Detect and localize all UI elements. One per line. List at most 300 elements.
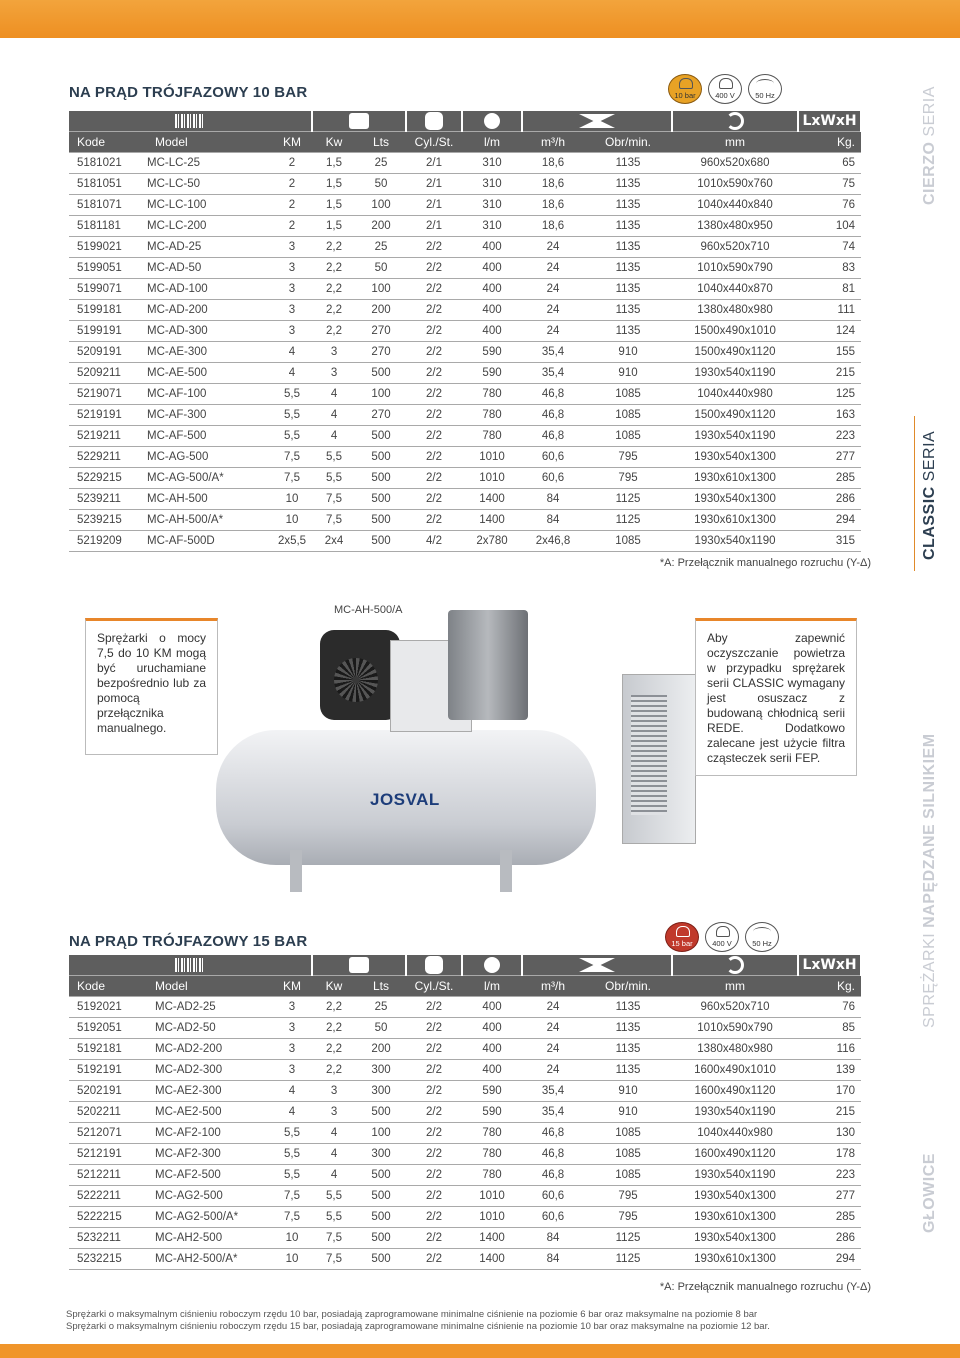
cell-lm: 310	[462, 216, 522, 237]
cell-model: MC-AD-100	[137, 279, 272, 300]
cell-cyl: 4/2	[406, 531, 462, 552]
cell-dimensions: 1010x590x760	[672, 174, 798, 195]
cell-rpm: 1135	[584, 1018, 672, 1039]
dimensions-icon: LxWxH	[802, 957, 857, 973]
cell-kw: 1,5	[312, 174, 356, 195]
cell-weight: 125	[798, 384, 861, 405]
cell-cyl: 2/2	[406, 300, 462, 321]
cell-m3h: 24	[522, 279, 584, 300]
cell-model: MC-AF-500D	[137, 531, 272, 552]
cell-kw: 5,5	[312, 1186, 356, 1207]
sidebar-item-heads[interactable]: GŁOWICE	[921, 1153, 938, 1233]
cell-rpm: 1135	[584, 300, 672, 321]
cell-km: 7,5	[272, 1186, 312, 1207]
cell-m3h: 60,6	[522, 1186, 584, 1207]
col-header-code: Kode	[69, 132, 137, 153]
section-title-10-bar: NA PRĄD TRÓJFAZOWY 10 BAR	[69, 84, 308, 101]
cell-weight: 85	[798, 1018, 861, 1039]
cell-cyl: 2/2	[406, 237, 462, 258]
cell-m3h: 60,6	[522, 1207, 584, 1228]
cell-m3h: 24	[522, 997, 584, 1018]
cell-weight: 170	[798, 1081, 861, 1102]
cell-weight: 74	[798, 237, 861, 258]
fan-icon	[334, 658, 378, 702]
cell-rpm: 1135	[584, 195, 672, 216]
cell-m3h: 24	[522, 321, 584, 342]
table-row	[69, 997, 861, 1018]
cell-lm: 400	[462, 258, 522, 279]
cell-code: 5199191	[69, 321, 137, 342]
cell-m3h: 35,4	[522, 342, 584, 363]
pressure-note-15-bar: Sprężarki o maksymalnym ciśnieniu roboczym rzędu 15 bar, posiadają zaprogramowane minimalne ciśnienie na poziomie 10 bar oraz maksymalne na poziomie 12 bar.	[66, 1321, 770, 1332]
cell-km: 4	[272, 363, 312, 384]
weight-icon	[862, 112, 878, 130]
rpm-cell	[672, 111, 798, 132]
cell-lm: 310	[462, 174, 522, 195]
cell-m3h: 46,8	[522, 1123, 584, 1144]
frequency-badge: 50 Hz	[745, 922, 779, 952]
cell-dimensions: 1010x590x790	[672, 1018, 798, 1039]
cell-weight: 285	[798, 468, 861, 489]
cell-cyl: 2/2	[406, 468, 462, 489]
cell-kw: 5,5	[312, 1207, 356, 1228]
col-header-mm: mm	[672, 976, 798, 997]
cell-lts: 200	[356, 216, 406, 237]
cell-km: 2x5,5	[272, 531, 312, 552]
cell-m3h: 24	[522, 258, 584, 279]
cell-lts: 500	[356, 468, 406, 489]
cell-lts: 100	[356, 1123, 406, 1144]
cell-dimensions: 1600x490x1120	[672, 1144, 798, 1165]
cell-weight: 277	[798, 1186, 861, 1207]
cell-cyl: 2/2	[406, 510, 462, 531]
icon-row	[69, 955, 861, 976]
cell-lm: 1400	[462, 1228, 522, 1249]
cell-weight: 76	[798, 195, 861, 216]
cylinder-icon	[484, 113, 500, 129]
code-model-cell	[69, 955, 312, 976]
cell-dimensions: 1600x490x1010	[672, 1060, 798, 1081]
cell-dimensions: 1930x540x1190	[672, 1102, 798, 1123]
cell-m3h: 46,8	[522, 1144, 584, 1165]
cell-rpm: 1085	[584, 426, 672, 447]
cell-lts: 500	[356, 531, 406, 552]
cell-code: 5239211	[69, 489, 137, 510]
cell-km: 4	[272, 342, 312, 363]
cell-kw: 4	[312, 384, 356, 405]
cell-lts: 270	[356, 405, 406, 426]
table-row	[69, 531, 861, 552]
cell-lm: 780	[462, 1165, 522, 1186]
cell-kw: 3	[312, 1081, 356, 1102]
cell-code: 5219071	[69, 384, 137, 405]
cell-kw: 7,5	[312, 1228, 356, 1249]
table-row	[69, 468, 861, 489]
cell-lm: 400	[462, 300, 522, 321]
rotation-icon	[726, 112, 744, 130]
power-cell	[312, 111, 406, 132]
pressure-badge: 15 bar	[665, 922, 699, 952]
table-row	[69, 300, 861, 321]
cell-cyl: 2/2	[406, 1102, 462, 1123]
cell-lts: 270	[356, 342, 406, 363]
cell-weight: 130	[798, 1123, 861, 1144]
cell-dimensions: 1930x540x1190	[672, 363, 798, 384]
pressure-note-10-bar: Sprężarki o maksymalnym ciśnieniu roboczym rzędu 10 bar, posiadają zaprogramowane minimalne ciśnienie na poziomie 6 bar oraz maksymalne na poziomie 8 bar	[66, 1309, 758, 1320]
cell-km: 5,5	[272, 1123, 312, 1144]
cell-kw: 2,2	[312, 1018, 356, 1039]
cell-lm: 1400	[462, 1249, 522, 1270]
sidebar-item-cierzo[interactable]: CIERZO SERIA	[921, 86, 938, 205]
cell-code: 5199021	[69, 237, 137, 258]
header-row	[69, 132, 861, 153]
info-note-right: Aby zapewnić oczyszczanie powietrza w przypadku sprężarek serii CLASSIC wymagany jest osuszacz z budowaną chłodnicą serii REDE. Dodatkowo zalecane jest użycie filtra cząsteczek serii FEP.	[695, 618, 857, 776]
cell-km: 5,5	[272, 405, 312, 426]
cell-rpm: 1135	[584, 1060, 672, 1081]
series-sidebar	[895, 0, 960, 1358]
plug-icon	[719, 78, 733, 89]
cell-kw: 7,5	[312, 1249, 356, 1270]
dryer-vent	[631, 695, 667, 815]
flow-cell	[522, 111, 672, 132]
cell-km: 5,5	[272, 1144, 312, 1165]
cell-m3h: 24	[522, 1018, 584, 1039]
cell-m3h: 46,8	[522, 426, 584, 447]
table-row	[69, 216, 861, 237]
cell-lts: 500	[356, 1165, 406, 1186]
cell-lts: 25	[356, 153, 406, 174]
plug-icon	[716, 926, 730, 937]
cell-weight: 75	[798, 174, 861, 195]
cell-cyl: 2/2	[406, 1207, 462, 1228]
cell-code: 5199181	[69, 300, 137, 321]
cell-dimensions: 1600x490x1120	[672, 1081, 798, 1102]
active-marker	[914, 416, 915, 571]
table-row	[69, 426, 861, 447]
table-row	[69, 1207, 861, 1228]
cell-km: 3	[272, 279, 312, 300]
cell-cyl: 2/2	[406, 1123, 462, 1144]
cell-m3h: 18,6	[522, 195, 584, 216]
cell-km: 3	[272, 321, 312, 342]
cell-cyl: 2/2	[406, 1039, 462, 1060]
cell-kw: 1,5	[312, 216, 356, 237]
table-row	[69, 510, 861, 531]
cell-cyl: 2/1	[406, 195, 462, 216]
pressure-badge: 10 bar	[668, 74, 702, 104]
sidebar-item-engine-compressors[interactable]: SPRĘŻARKI NAPĘDZANE SILNIKIEM	[921, 733, 938, 1028]
cell-m3h: 2x46,8	[522, 531, 584, 552]
cell-dimensions: 960x520x710	[672, 997, 798, 1018]
cell-kw: 7,5	[312, 510, 356, 531]
cell-lts: 50	[356, 1018, 406, 1039]
sidebar-item-classic[interactable]: CLASSIC SERIA	[921, 430, 938, 560]
cell-code: 5209191	[69, 342, 137, 363]
cell-m3h: 60,6	[522, 447, 584, 468]
cell-m3h: 84	[522, 1249, 584, 1270]
cell-lts: 100	[356, 195, 406, 216]
cell-kw: 5,5	[312, 468, 356, 489]
cell-weight: 215	[798, 363, 861, 384]
cell-lm: 400	[462, 279, 522, 300]
cell-km: 2	[272, 216, 312, 237]
cell-code: 5192181	[69, 1039, 143, 1060]
cell-model: MC-AG-500	[137, 447, 272, 468]
cell-dimensions: 1930x610x1300	[672, 468, 798, 489]
cell-rpm: 795	[584, 447, 672, 468]
cell-code: 5202211	[69, 1102, 143, 1123]
section-title-15-bar: NA PRĄD TRÓJFAZOWY 15 BAR	[69, 933, 308, 950]
cell-km: 3	[272, 1060, 312, 1081]
cell-dimensions: 1010x590x790	[672, 258, 798, 279]
cell-km: 4	[272, 1102, 312, 1123]
airflow-icon	[579, 114, 615, 128]
table-row	[69, 1144, 861, 1165]
cell-cyl: 2/2	[406, 447, 462, 468]
cell-lts: 200	[356, 1039, 406, 1060]
cell-cyl: 2/1	[406, 216, 462, 237]
table-row	[69, 258, 861, 279]
airflow-icon	[579, 958, 615, 972]
cell-code: 5229211	[69, 447, 137, 468]
col-header-model: Model	[143, 976, 272, 997]
cell-cyl: 2/2	[406, 1228, 462, 1249]
cylinder-cell	[462, 955, 522, 976]
cell-lm: 780	[462, 426, 522, 447]
tank-cell	[406, 111, 462, 132]
table-row	[69, 1102, 861, 1123]
cell-kw: 3	[312, 363, 356, 384]
cell-dimensions: 1040x440x980	[672, 1123, 798, 1144]
product-caption: MC-AH-500/A	[334, 604, 403, 616]
compressor-image	[210, 600, 600, 900]
info-note-left: Sprężarki o mocy 7,5 do 10 KM mogą być uruchamiane bezpośrednio lub za pomocą przełącznika manualnego.	[85, 618, 218, 755]
cell-kw: 2,2	[312, 1060, 356, 1081]
cell-dimensions: 1040x440x980	[672, 384, 798, 405]
cell-rpm: 1085	[584, 531, 672, 552]
table-row	[69, 1165, 861, 1186]
cell-rpm: 1085	[584, 1165, 672, 1186]
cell-dimensions: 960x520x710	[672, 237, 798, 258]
cell-cyl: 2/2	[406, 258, 462, 279]
tank-cell	[406, 955, 462, 976]
cell-dimensions: 1380x480x950	[672, 216, 798, 237]
cell-kw: 1,5	[312, 153, 356, 174]
cell-lm: 400	[462, 237, 522, 258]
cell-m3h: 46,8	[522, 405, 584, 426]
dimension-cell	[798, 955, 861, 976]
cell-m3h: 84	[522, 489, 584, 510]
cell-km: 2	[272, 195, 312, 216]
table-row	[69, 1228, 861, 1249]
cell-rpm: 795	[584, 468, 672, 489]
cell-cyl: 2/2	[406, 1144, 462, 1165]
table-row	[69, 1123, 861, 1144]
cell-code: 5232211	[69, 1228, 143, 1249]
cell-dimensions: 1930x540x1300	[672, 1228, 798, 1249]
air-dryer-image	[622, 674, 696, 844]
cell-dimensions: 1500x490x1010	[672, 321, 798, 342]
cell-lts: 500	[356, 447, 406, 468]
cell-m3h: 18,6	[522, 174, 584, 195]
col-header-kg: Kg.	[798, 976, 861, 997]
cell-dimensions: 1930x540x1300	[672, 1186, 798, 1207]
cell-lm: 310	[462, 195, 522, 216]
cell-weight: 277	[798, 447, 861, 468]
cell-dimensions: 1040x440x870	[672, 279, 798, 300]
cell-rpm: 910	[584, 1102, 672, 1123]
cell-model: MC-AG2-500	[143, 1186, 272, 1207]
cell-lm: 400	[462, 1018, 522, 1039]
dimensions-icon: LxWxH	[802, 113, 857, 129]
cell-dimensions: 1930x610x1300	[672, 510, 798, 531]
gauge-icon	[679, 78, 693, 89]
cell-cyl: 2/2	[406, 1249, 462, 1270]
cell-m3h: 60,6	[522, 468, 584, 489]
cell-lts: 500	[356, 1207, 406, 1228]
cell-lm: 1010	[462, 468, 522, 489]
barcode-icon	[175, 958, 205, 972]
table-row	[69, 489, 861, 510]
cell-model: MC-AF-500	[137, 426, 272, 447]
cell-lm: 1010	[462, 1207, 522, 1228]
cell-lts: 300	[356, 1081, 406, 1102]
cell-m3h: 24	[522, 1060, 584, 1081]
cell-km: 2	[272, 174, 312, 195]
cell-lts: 300	[356, 1060, 406, 1081]
cell-km: 3	[272, 997, 312, 1018]
cell-dimensions: 1930x540x1190	[672, 426, 798, 447]
cell-rpm: 910	[584, 342, 672, 363]
cell-rpm: 795	[584, 1186, 672, 1207]
cell-rpm: 1125	[584, 1228, 672, 1249]
col-header-lm: l/m	[462, 132, 522, 153]
cell-lm: 1010	[462, 1186, 522, 1207]
cell-km: 3	[272, 300, 312, 321]
spec-table-15-bar	[69, 955, 861, 1270]
cell-model: MC-AH2-500/A*	[143, 1249, 272, 1270]
cell-kw: 5,5	[312, 447, 356, 468]
cell-kw: 7,5	[312, 489, 356, 510]
cell-cyl: 2/2	[406, 321, 462, 342]
cell-model: MC-AD-300	[137, 321, 272, 342]
cell-model: MC-AD-200	[137, 300, 272, 321]
cell-weight: 315	[798, 531, 861, 552]
cell-weight: 111	[798, 300, 861, 321]
cell-lm: 780	[462, 384, 522, 405]
table-row	[69, 1081, 861, 1102]
col-header-km: KM	[272, 976, 312, 997]
cell-dimensions: 1040x440x840	[672, 195, 798, 216]
cell-km: 2	[272, 153, 312, 174]
col-header-cyl: Cyl./St.	[406, 132, 462, 153]
cell-weight: 76	[798, 997, 861, 1018]
cell-model: MC-AD-25	[137, 237, 272, 258]
cell-rpm: 1125	[584, 510, 672, 531]
col-header-mm: mm	[672, 132, 798, 153]
cell-m3h: 35,4	[522, 363, 584, 384]
cell-cyl: 2/2	[406, 1018, 462, 1039]
cell-cyl: 2/1	[406, 153, 462, 174]
table-row	[69, 174, 861, 195]
cell-kw: 2,2	[312, 237, 356, 258]
cell-code: 5209211	[69, 363, 137, 384]
cell-rpm: 795	[584, 1207, 672, 1228]
voltage-badge: 400 V	[708, 74, 742, 104]
table-row	[69, 1039, 861, 1060]
cell-model: MC-AE2-300	[143, 1081, 272, 1102]
cell-lts: 500	[356, 1186, 406, 1207]
cell-code: 5202191	[69, 1081, 143, 1102]
rpm-cell	[672, 955, 798, 976]
cell-model: MC-LC-25	[137, 153, 272, 174]
cell-dimensions: 1500x490x1120	[672, 405, 798, 426]
cell-model: MC-AH-500/A*	[137, 510, 272, 531]
cell-rpm: 910	[584, 363, 672, 384]
flow-cell	[522, 955, 672, 976]
cell-lts: 200	[356, 300, 406, 321]
cell-code: 5212191	[69, 1144, 143, 1165]
cell-kw: 2x4	[312, 531, 356, 552]
cell-lm: 1400	[462, 489, 522, 510]
cell-rpm: 1135	[584, 216, 672, 237]
frequency-badge: 50 Hz	[748, 74, 782, 104]
top-accent-bar	[0, 0, 960, 38]
cell-m3h: 46,8	[522, 1165, 584, 1186]
table-row	[69, 1018, 861, 1039]
cell-model: MC-AF2-300	[143, 1144, 272, 1165]
cell-lm: 780	[462, 405, 522, 426]
code-model-cell	[69, 111, 312, 132]
tank-icon	[425, 112, 443, 130]
cell-dimensions: 960x520x680	[672, 153, 798, 174]
cell-dimensions: 1930x540x1190	[672, 531, 798, 552]
table-row	[69, 342, 861, 363]
cell-lts: 500	[356, 1228, 406, 1249]
cell-km: 5,5	[272, 1165, 312, 1186]
cell-km: 7,5	[272, 1207, 312, 1228]
cell-kw: 4	[312, 426, 356, 447]
cell-lm: 590	[462, 1081, 522, 1102]
cell-weight: 178	[798, 1144, 861, 1165]
cell-model: MC-AG2-500/A*	[143, 1207, 272, 1228]
cell-weight: 223	[798, 1165, 861, 1186]
cell-code: 5181021	[69, 153, 137, 174]
cell-code: 5219211	[69, 426, 137, 447]
cell-m3h: 18,6	[522, 216, 584, 237]
table-row	[69, 237, 861, 258]
table-row	[69, 405, 861, 426]
cell-model: MC-LC-100	[137, 195, 272, 216]
cell-rpm: 1085	[584, 1144, 672, 1165]
cell-model: MC-AF2-500	[143, 1165, 272, 1186]
cylinder-cell	[462, 111, 522, 132]
cell-lts: 500	[356, 1249, 406, 1270]
cell-lm: 590	[462, 1102, 522, 1123]
cell-model: MC-AF-100	[137, 384, 272, 405]
cell-lts: 50	[356, 258, 406, 279]
col-header-lts: Lts	[356, 132, 406, 153]
cell-weight: 104	[798, 216, 861, 237]
cell-km: 3	[272, 237, 312, 258]
cell-rpm: 1085	[584, 1123, 672, 1144]
cell-model: MC-AE2-500	[143, 1102, 272, 1123]
cell-weight: 215	[798, 1102, 861, 1123]
barcode-icon	[175, 114, 205, 128]
cell-rpm: 1135	[584, 321, 672, 342]
cell-m3h: 84	[522, 510, 584, 531]
table-row	[69, 279, 861, 300]
